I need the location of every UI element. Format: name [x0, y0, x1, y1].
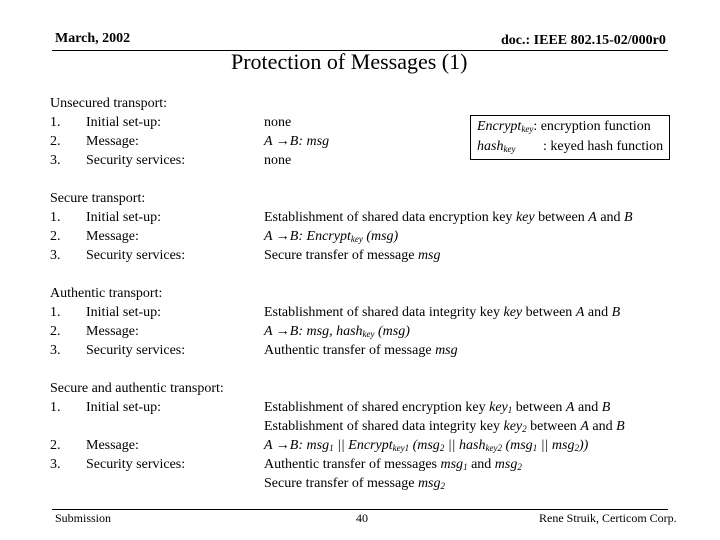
- section-heading-authentic: Authentic transport:: [50, 286, 163, 301]
- authentic-message-value: A →B: msg, hash$_{key}$ (msg): [264, 324, 410, 339]
- slide-title: Protection of Messages (1): [231, 49, 468, 74]
- sa-services-value-2: Secure transfer of message msg$_2$: [264, 476, 445, 491]
- sa-services-value-1: Authentic transfer of messages msg$_1$ and msg$_2$: [264, 457, 522, 472]
- list-item: 1. Initial set-up:: [50, 210, 162, 225]
- secure-services-value: Secure transfer of message msg: [264, 248, 441, 263]
- list-item: 2. Message:: [50, 438, 139, 453]
- legend-encrypt-desc: : encryption function: [533, 119, 651, 134]
- footer-rule: [52, 509, 668, 510]
- left-column: [50, 94, 224, 474]
- secure-setup-value: Establishment of shared data encryption key key between A and B: [264, 210, 633, 225]
- list-item: 1. Initial set-up:: [50, 400, 162, 415]
- secure-message-value: A →B: Encrypt$_{key}$ (msg): [264, 229, 399, 244]
- section-heading-secure: Secure transport:: [50, 191, 146, 206]
- list-item: 2. Message:: [50, 134, 139, 149]
- footer-submission: Submission: [55, 511, 112, 525]
- legend-hash-desc: : keyed hash function: [543, 139, 664, 154]
- list-item: 1. Initial set-up:: [50, 305, 162, 320]
- authentic-setup-value: Establishment of shared data integrity key key between A and B: [264, 305, 621, 320]
- list-item: 2. Message:: [50, 229, 139, 244]
- right-column: [264, 113, 633, 493]
- list-item: 1. Initial set-up:: [50, 115, 162, 130]
- unsecured-setup-value: none: [264, 115, 292, 130]
- list-item: 3. Security services:: [50, 248, 186, 263]
- list-item: 3. Security services:: [50, 153, 186, 168]
- sa-message-value: A →B: msg$_1$ || Encrypt$_{key1}$ (msg$_2$ || hash$_{key2}$ (msg$_1$ || msg$_2$)): [264, 438, 589, 453]
- sa-setup-value-1: Establishment of shared encryption key key$_1$ between A and B: [264, 400, 611, 415]
- legend-hash-term: hash$_{key}$: [477, 139, 516, 154]
- header-date: March, 2002: [55, 31, 131, 46]
- header-doc-id: doc.: IEEE 802.15-02/000r0: [501, 33, 666, 48]
- section-heading-unsecured: Unsecured transport:: [50, 96, 168, 111]
- unsecured-services-value: none: [264, 153, 292, 168]
- list-item: 2. Message:: [50, 324, 139, 339]
- footer-author: Rene Struik, Certicom Corp.: [539, 511, 677, 525]
- list-item: 3. Security services:: [50, 457, 186, 472]
- unsecured-message-value: A →B: msg: [264, 134, 330, 149]
- sa-setup-value-2: Establishment of shared data integrity key key$_2$ between A and B: [264, 419, 625, 434]
- authentic-services-value: Authentic transfer of message msg: [264, 343, 458, 358]
- footer-page-number: 40: [356, 511, 368, 525]
- legend-encrypt-term: Encrypt$_{key}$: [477, 119, 534, 134]
- list-item: 3. Security services:: [50, 343, 186, 358]
- section-heading-secure-authentic: Secure and authentic transport:: [50, 381, 224, 396]
